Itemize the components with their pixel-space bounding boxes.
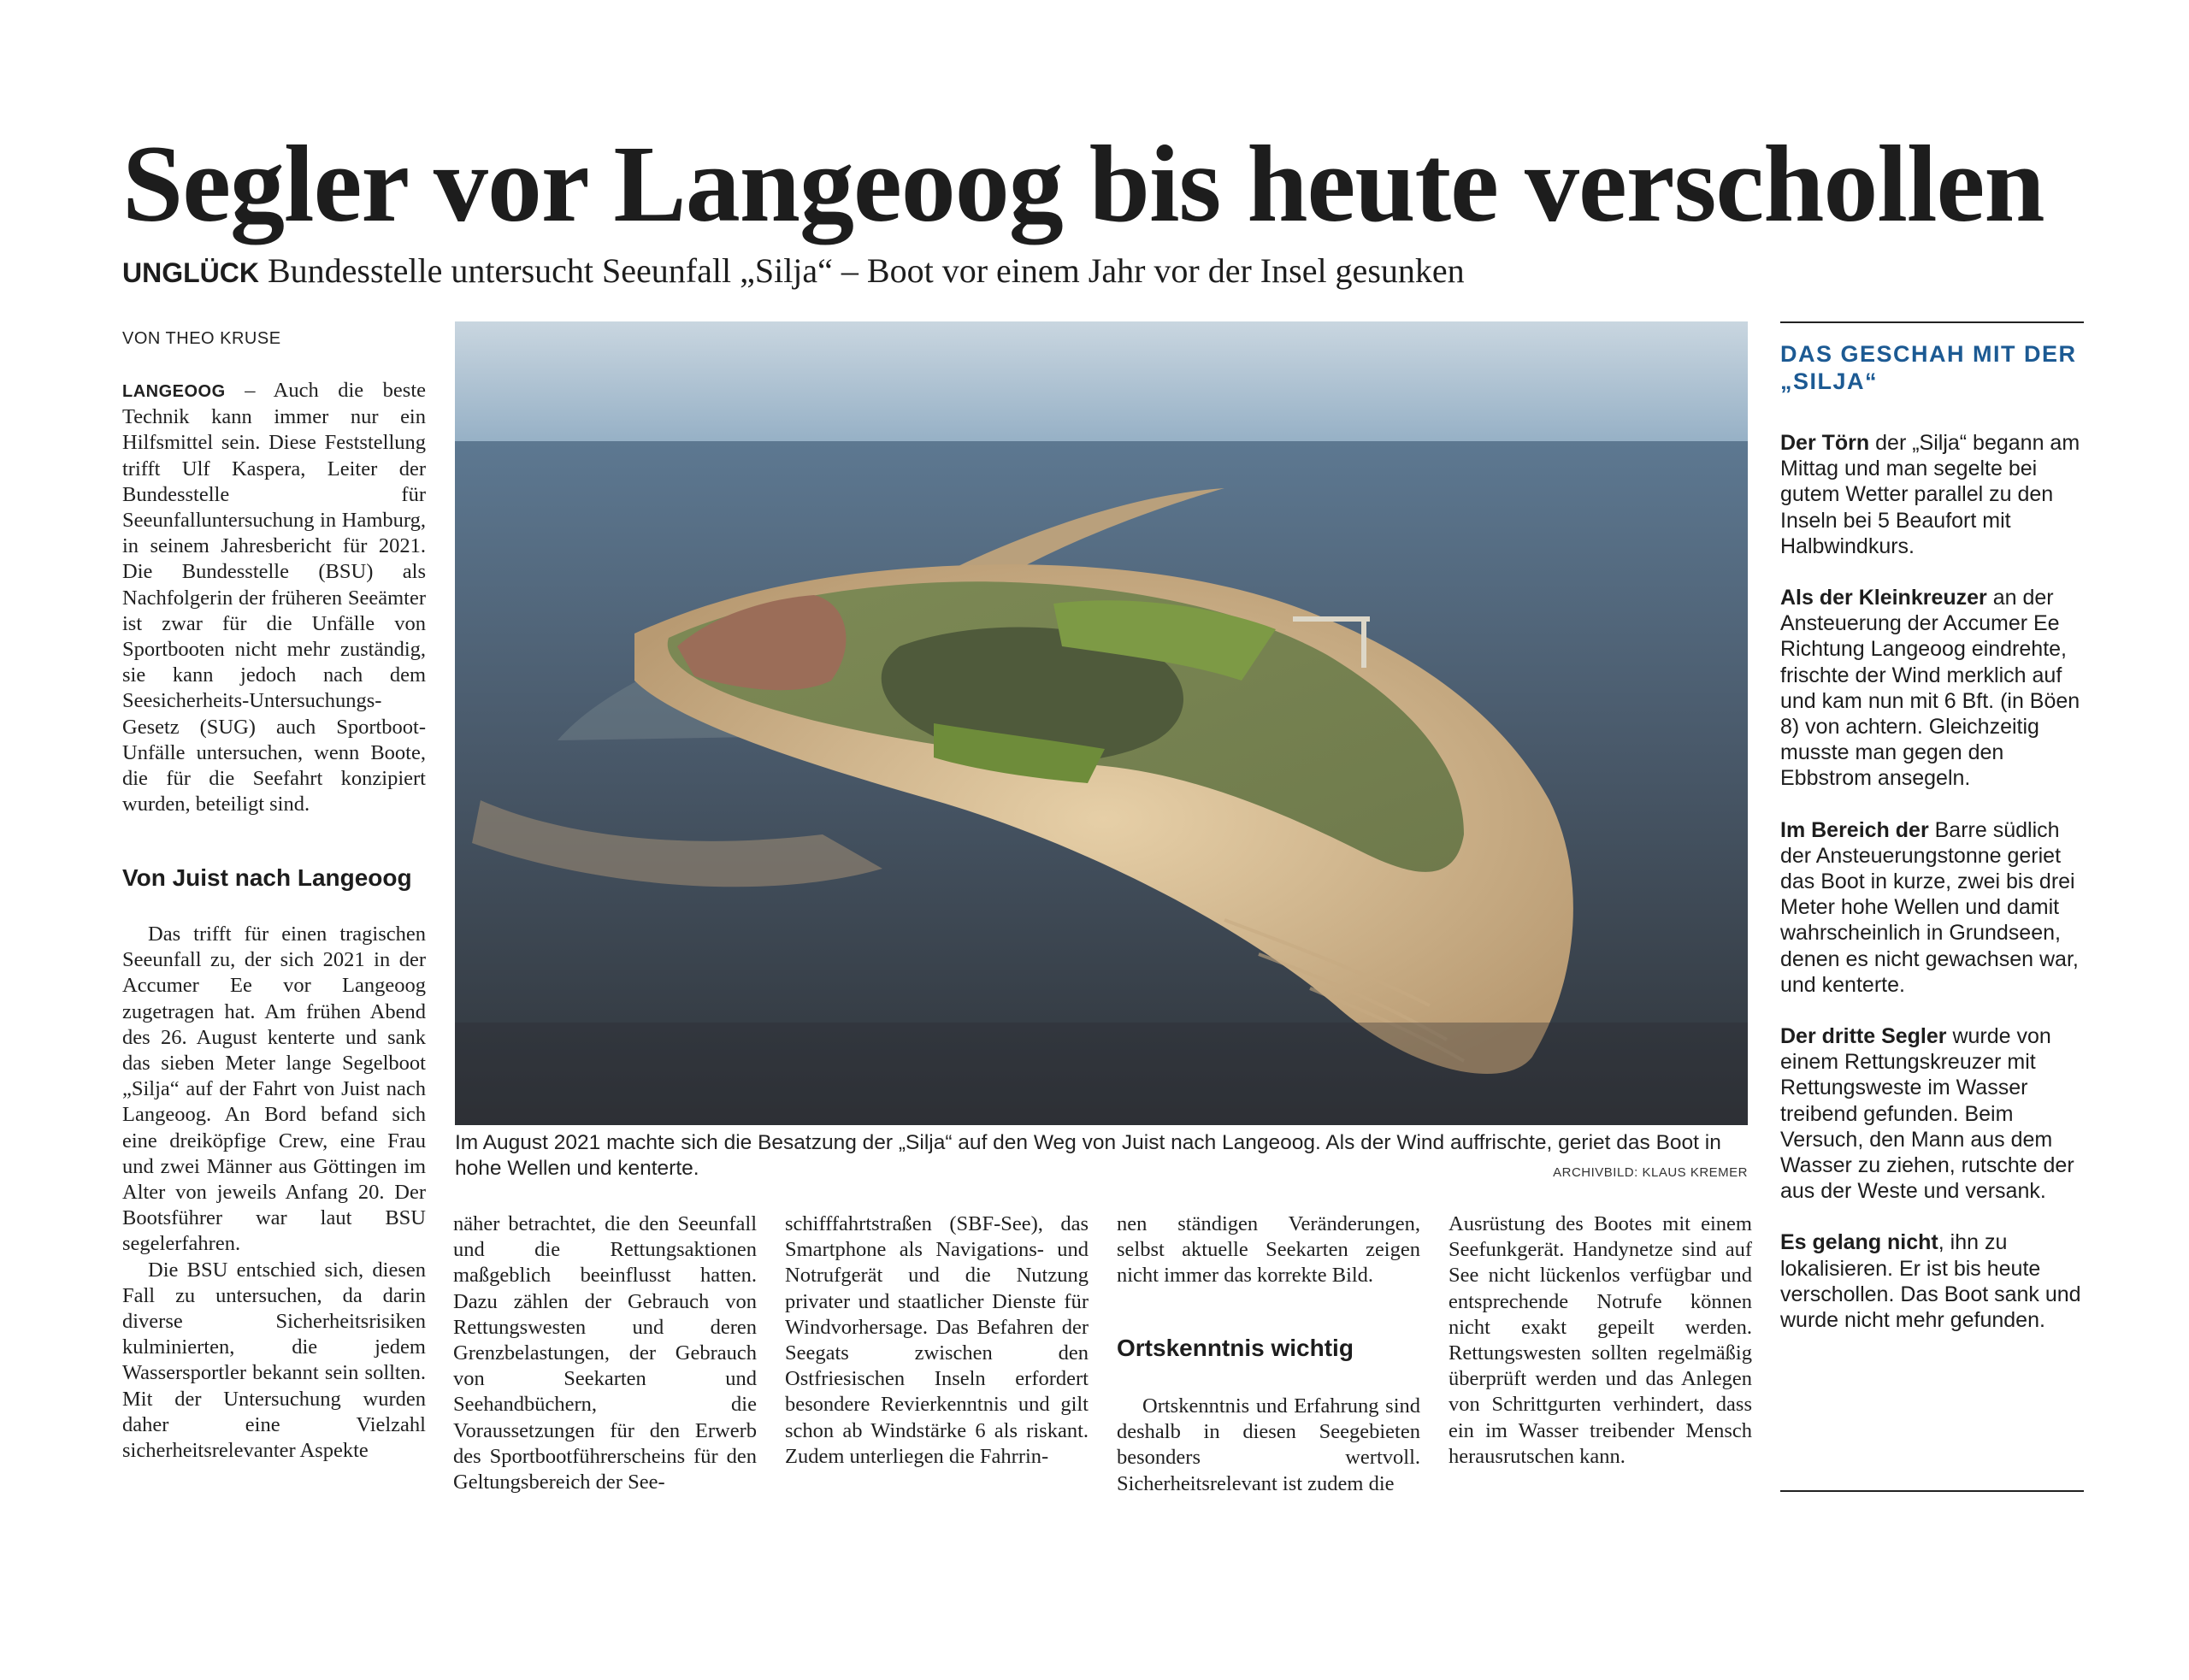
sidebar-item-text: wurde von einem Rettungskreuzer mit Rettungsweste im Wasser treibend gefunden. Beim Versuch, den Mann aus dem Wasser zu ziehen, rutschte der aus der Weste und versank. (1780, 1024, 2074, 1204)
sidebar-item-lead: Der Törn (1780, 431, 1870, 455)
sidebar-item-lead: Im Bereich der (1780, 817, 1929, 842)
sidebar-item-lead: Es gelang nicht (1780, 1230, 1938, 1255)
article-column-4 (1117, 1211, 1420, 1289)
section-heading: Von Juist nach Langeoog (122, 864, 412, 891)
kicker-label: UNGLÜCK (122, 257, 259, 288)
sidebar-item (1780, 1229, 2084, 1333)
island-aerial-photo (455, 321, 1748, 1125)
sidebar-item (1780, 1023, 2084, 1204)
photo-caption: Im August 2021 machte sich die Besatzung der „Silja“ auf den Weg von Juist nach Langeoog. Als der Wind auffrischte, geriet das Boot in hohe Wellen und kenterte. (455, 1131, 1721, 1180)
article-column-5 (1449, 1211, 1752, 1470)
sidebar-item-text: , ihn zu lokalisieren. Er ist bis heute verschollen. Das Boot sank und wurde nicht mehr gefunden. (1780, 1230, 2081, 1333)
sidebar-item-text: Barre südlich der Ansteuerungstonne geriet das Boot in kurze, zwei bis drei Meter hohe Wellen und damit wahrscheinlich in Grundseen, denen es nicht gewachsen war, und kenterte. (1780, 817, 2079, 997)
byline: VON THEO KRUSE (122, 329, 281, 348)
article-paragraph: Ausrüstung des Bootes mit einem Seefunkgerät. Handynetze sind auf See nicht lückenlos verfügbar und entsprechende Notrufe können nicht exakt gepeilt werden. Rettungswesten sollten regelmäßig überprüft werden und das Anlegen von Schrittgurten verhindert, dass ein im Wasser treibender Mensch herausrutschen kann. (1449, 1212, 1752, 1468)
article-paragraph: nen ständigen Veränderungen, selbst aktuelle Seekarten zeigen nicht immer das korrekte Bild. (1117, 1212, 1420, 1288)
sidebar-box (1780, 430, 2084, 1359)
article-paragraph: Das trifft für einen tragischen Seeunfall zu, der sich 2021 in der Accumer Ee vor Langeoog zugetragen hat. Am frühen Abend des 26. August kenterte und sank das sieben Meter lange Segelboot „Silja“ auf der Fahrt von Juist nach Langeoog. An Bord befand sich eine dreiköpfige Crew, eine Frau und zwei Männer aus Göttingen im Alter von jeweils Anfang 20. Der Bootsführer war laut BSU segelerfahren. (122, 923, 426, 1256)
paragraph-text: – Auch die beste Technik kann immer nur ein Hilfsmittel sein. Diese Feststellung trifft Ulf Kaspera, Leiter der Bundesstelle für Seeunfalluntersuchung in Hamburg, in seinem Jahresbericht für 2021. Die Bundesstelle (BSU) als Nachfolgerin der früheren Seeämter ist zwar für die Unfälle von Sportbooten nicht mehr zuständig, sie kann jedoch nach dem Seesicherheits-Untersuchungs-Gesetz (SUG) auch Sportboot-Unfälle untersuchen, wenn Boote, die für die Seefahrt konzipiert wurden, beteiligt sind. (122, 379, 426, 816)
sidebar-bottom-rule (1780, 1490, 2084, 1492)
photo-credit: ARCHIVBILD: KLAUS KREMER (1553, 1165, 1748, 1180)
sidebar-item-text: an der Ansteuerung der Accumer Ee Richtung Langeoog eindrehte, frischte der Wind merklich auf und kam nun mit 6 Bft. (in Böen 8) von achtern. Gleichzeitig musste man gegen den Ebbstrom ansegeln. (1780, 586, 2080, 791)
dateline: LANGEOOG (122, 382, 226, 401)
sidebar-item-lead: Als der Kleinkreuzer (1780, 586, 1987, 610)
sidebar-item (1780, 585, 2084, 792)
article-paragraph (122, 378, 426, 817)
sidebar-item (1780, 817, 2084, 998)
article-column-3 (785, 1211, 1089, 1470)
article-paragraph: Die BSU entschied sich, diesen Fall zu untersuchen, da darin diverse Sicherheitsrisiken kulminierten, die jedem Wassersportler bekannt sein sollten. Mit der Untersuchung wurden daher eine Vielzahl sicherheitsrelevanter Aspekte (122, 1258, 426, 1463)
subtitle: Bundesstelle untersucht Seeunfall „Silja“ – Boot vor einem Jahr vor der Insel gesunken (267, 251, 1465, 290)
article-column-4-continued (1117, 1394, 1420, 1497)
section-heading: Ortskenntnis wichtig (1117, 1335, 1354, 1361)
article-paragraph: näher betrachtet, die den Seeunfall und die Rettungsaktionen maßgeblich beeinflusst hatten. Dazu zählen der Gebrauch von Rettungswesten und deren Grenzbelastungen, der Gebrauch von Seekarten und Seehandbüchern, die Voraussetzungen für den Erwerb des Sportbootführerscheins für den Geltungsbereich der See- (453, 1212, 757, 1494)
article-paragraph: schifffahrtstraßen (SBF-See), das Smartphone als Navigations- und Notrufgerät und die Nutzung privater und staatlicher Dienste für Windvorhersage. Das Befahren der Seegats zwischen den Ostfriesischen Inseln erfordert besondere Revierkenntnis und gilt schon ab Windstärke 6 als riskant. Zudem unterliegen die Fahrrin- (785, 1212, 1089, 1468)
article-column-1-continued (122, 922, 426, 1464)
sidebar-item-lead: Der dritte Segler (1780, 1024, 1947, 1049)
sidebar-top-rule (1780, 321, 2084, 323)
subheadline (122, 250, 2115, 294)
sidebar-title: DAS GESCHAH MIT DER „SILJA“ (1780, 341, 2077, 394)
headline: Segler vor Langeoog bis heute verschollen (122, 123, 2044, 245)
sidebar-item (1780, 430, 2084, 559)
article-column-2 (453, 1211, 757, 1495)
article-paragraph: Ortskenntnis und Erfahrung sind deshalb in diesen Seegebieten besonders wertvoll. Sicherheitsrelevant ist zudem die (1117, 1394, 1420, 1495)
sidebar-item-text: der „Silja“ begann am Mittag und man segelte bei gutem Wetter parallel zu den Inseln bei 5 Beaufort mit Halbwindkurs. (1780, 431, 2080, 558)
article-column-1 (122, 378, 426, 817)
